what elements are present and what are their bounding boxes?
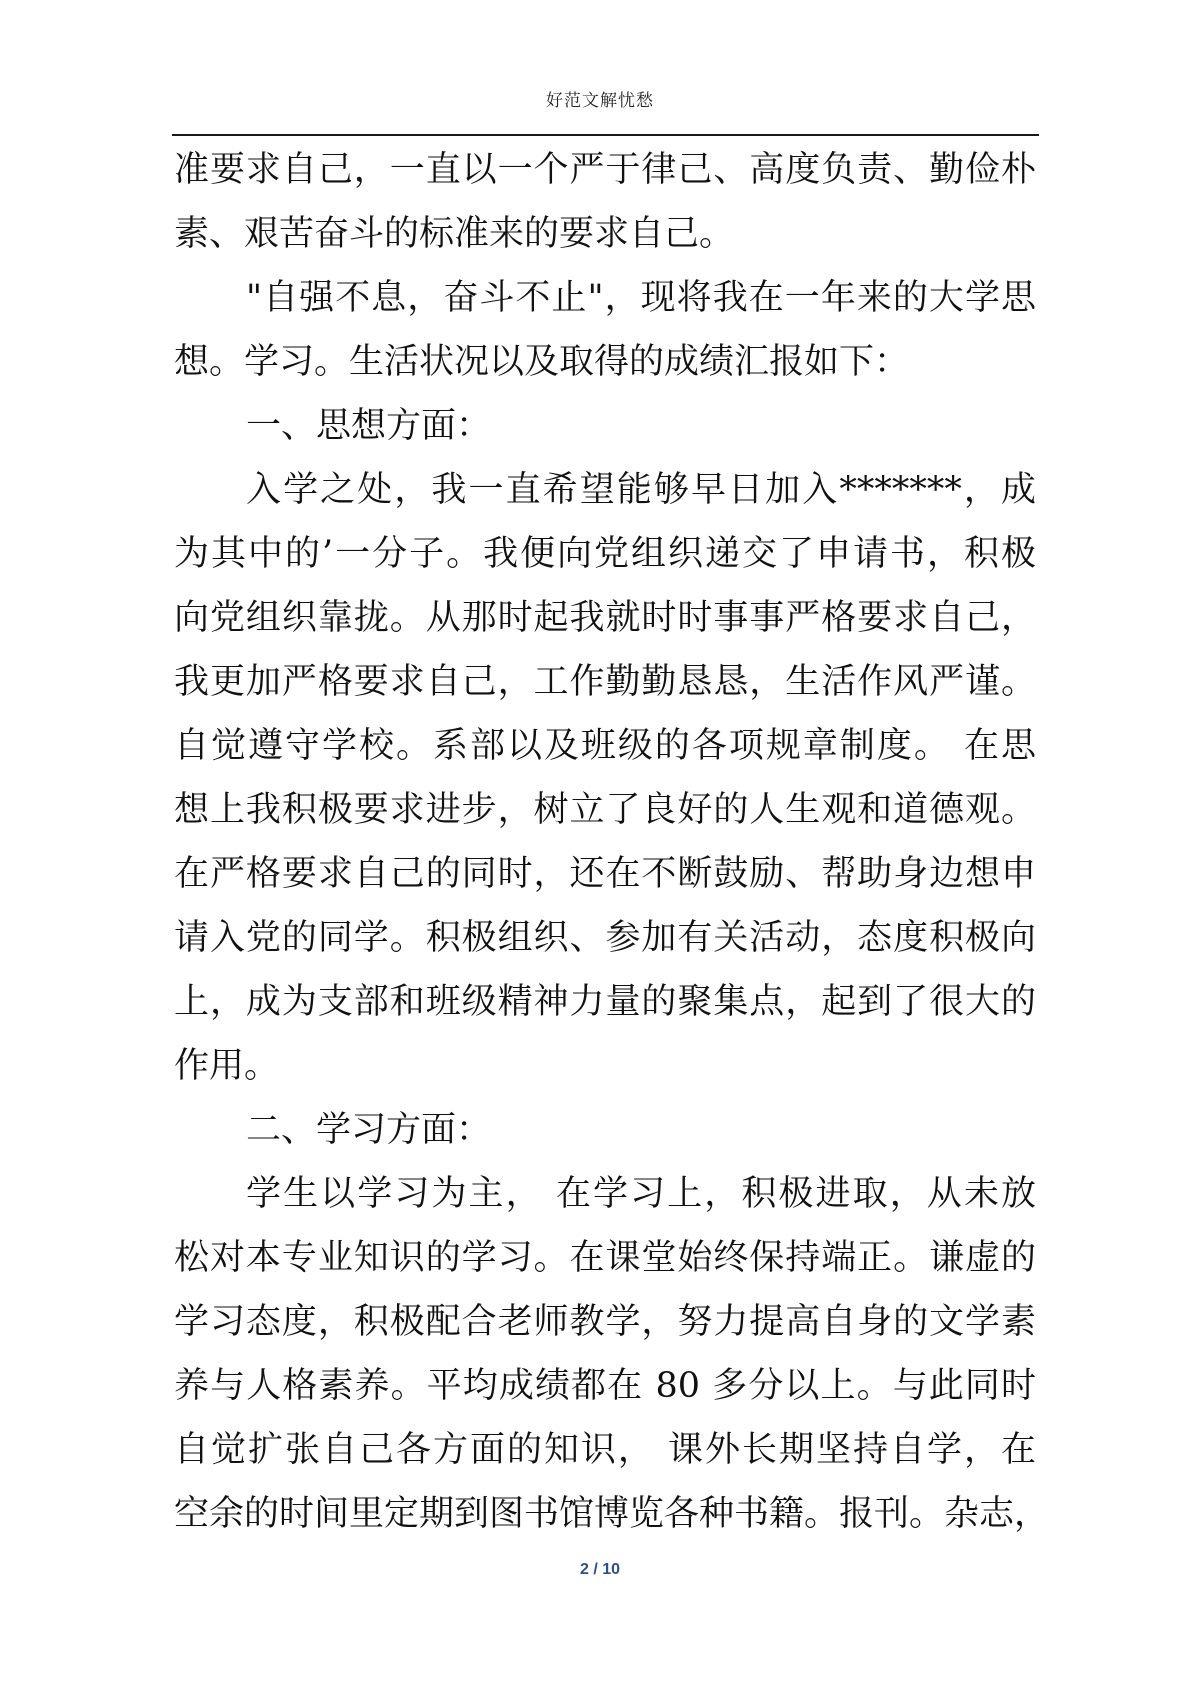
text-line: 学生以学习为主， 在学习上，积极进取，从未放 — [246, 1174, 1036, 1214]
page-number: 2 / 10 — [579, 1561, 621, 1578]
text-line: 在严格要求自己的同时，还在不断鼓励、帮助身边想申 — [174, 854, 1036, 894]
text-line: 想。学习。生活状况以及取得的成绩汇报如下： — [174, 342, 910, 382]
text-line: 向党组织靠拢。从那时起我就时时事事严格要求自己， — [174, 598, 1036, 638]
text-line: 想上我积极要求进步，树立了良好的人生观和道德观。 — [174, 790, 1036, 830]
section-heading: 二、学习方面： — [246, 1110, 492, 1150]
section-heading: 一、思想方面： — [246, 406, 492, 446]
text-line: 上，成为支部和班级精神力量的聚集点，起到了很大的 — [174, 982, 1036, 1022]
text-line: 请入党的同学。积极组织、参加有关活动，态度积极向 — [174, 918, 1036, 958]
text-line: 学习态度，积极配合老师教学，努力提高自身的文学素 — [174, 1302, 1036, 1342]
header-divider — [172, 134, 1039, 136]
text-line: 我更加严格要求自己，工作勤勤恳恳，生活作风严谨。 — [174, 662, 1036, 702]
text-line: "自强不息，奋斗不止"，现将我在一年来的大学思 — [246, 278, 1036, 318]
text-line: 空余的时间里定期到图书馆博览各种书籍。报刊。杂志， — [174, 1494, 1050, 1534]
text-line: 自觉扩张自己各方面的知识， 课外长期坚持自学，在 — [174, 1430, 1036, 1470]
body-text — [174, 138, 1050, 1546]
text-line: 为其中的’一分子。我便向党组织递交了申请书，积极 — [174, 534, 1036, 574]
text-line: 素、艰苦奋斗的标准来的要求自己。 — [174, 214, 735, 254]
text-line: 松对本专业知识的学习。在课堂始终保持端正。谦虚的 — [174, 1238, 1036, 1278]
text-line: 作用。 — [174, 1046, 280, 1086]
text-line: 入学之处，我一直希望能够早日加入*******，成 — [246, 470, 1036, 510]
header-title: 好范文解忧愁 — [546, 91, 654, 111]
text-line: 养与人格素养。平均成绩都在 80 多分以上。与此同时 — [174, 1366, 1036, 1406]
text-line: 准要求自己，一直以一个严于律己、高度负责、勤俭朴 — [174, 150, 1036, 190]
text-line: 自觉遵守学校。系部以及班级的各项规章制度。 在思 — [174, 726, 1036, 766]
